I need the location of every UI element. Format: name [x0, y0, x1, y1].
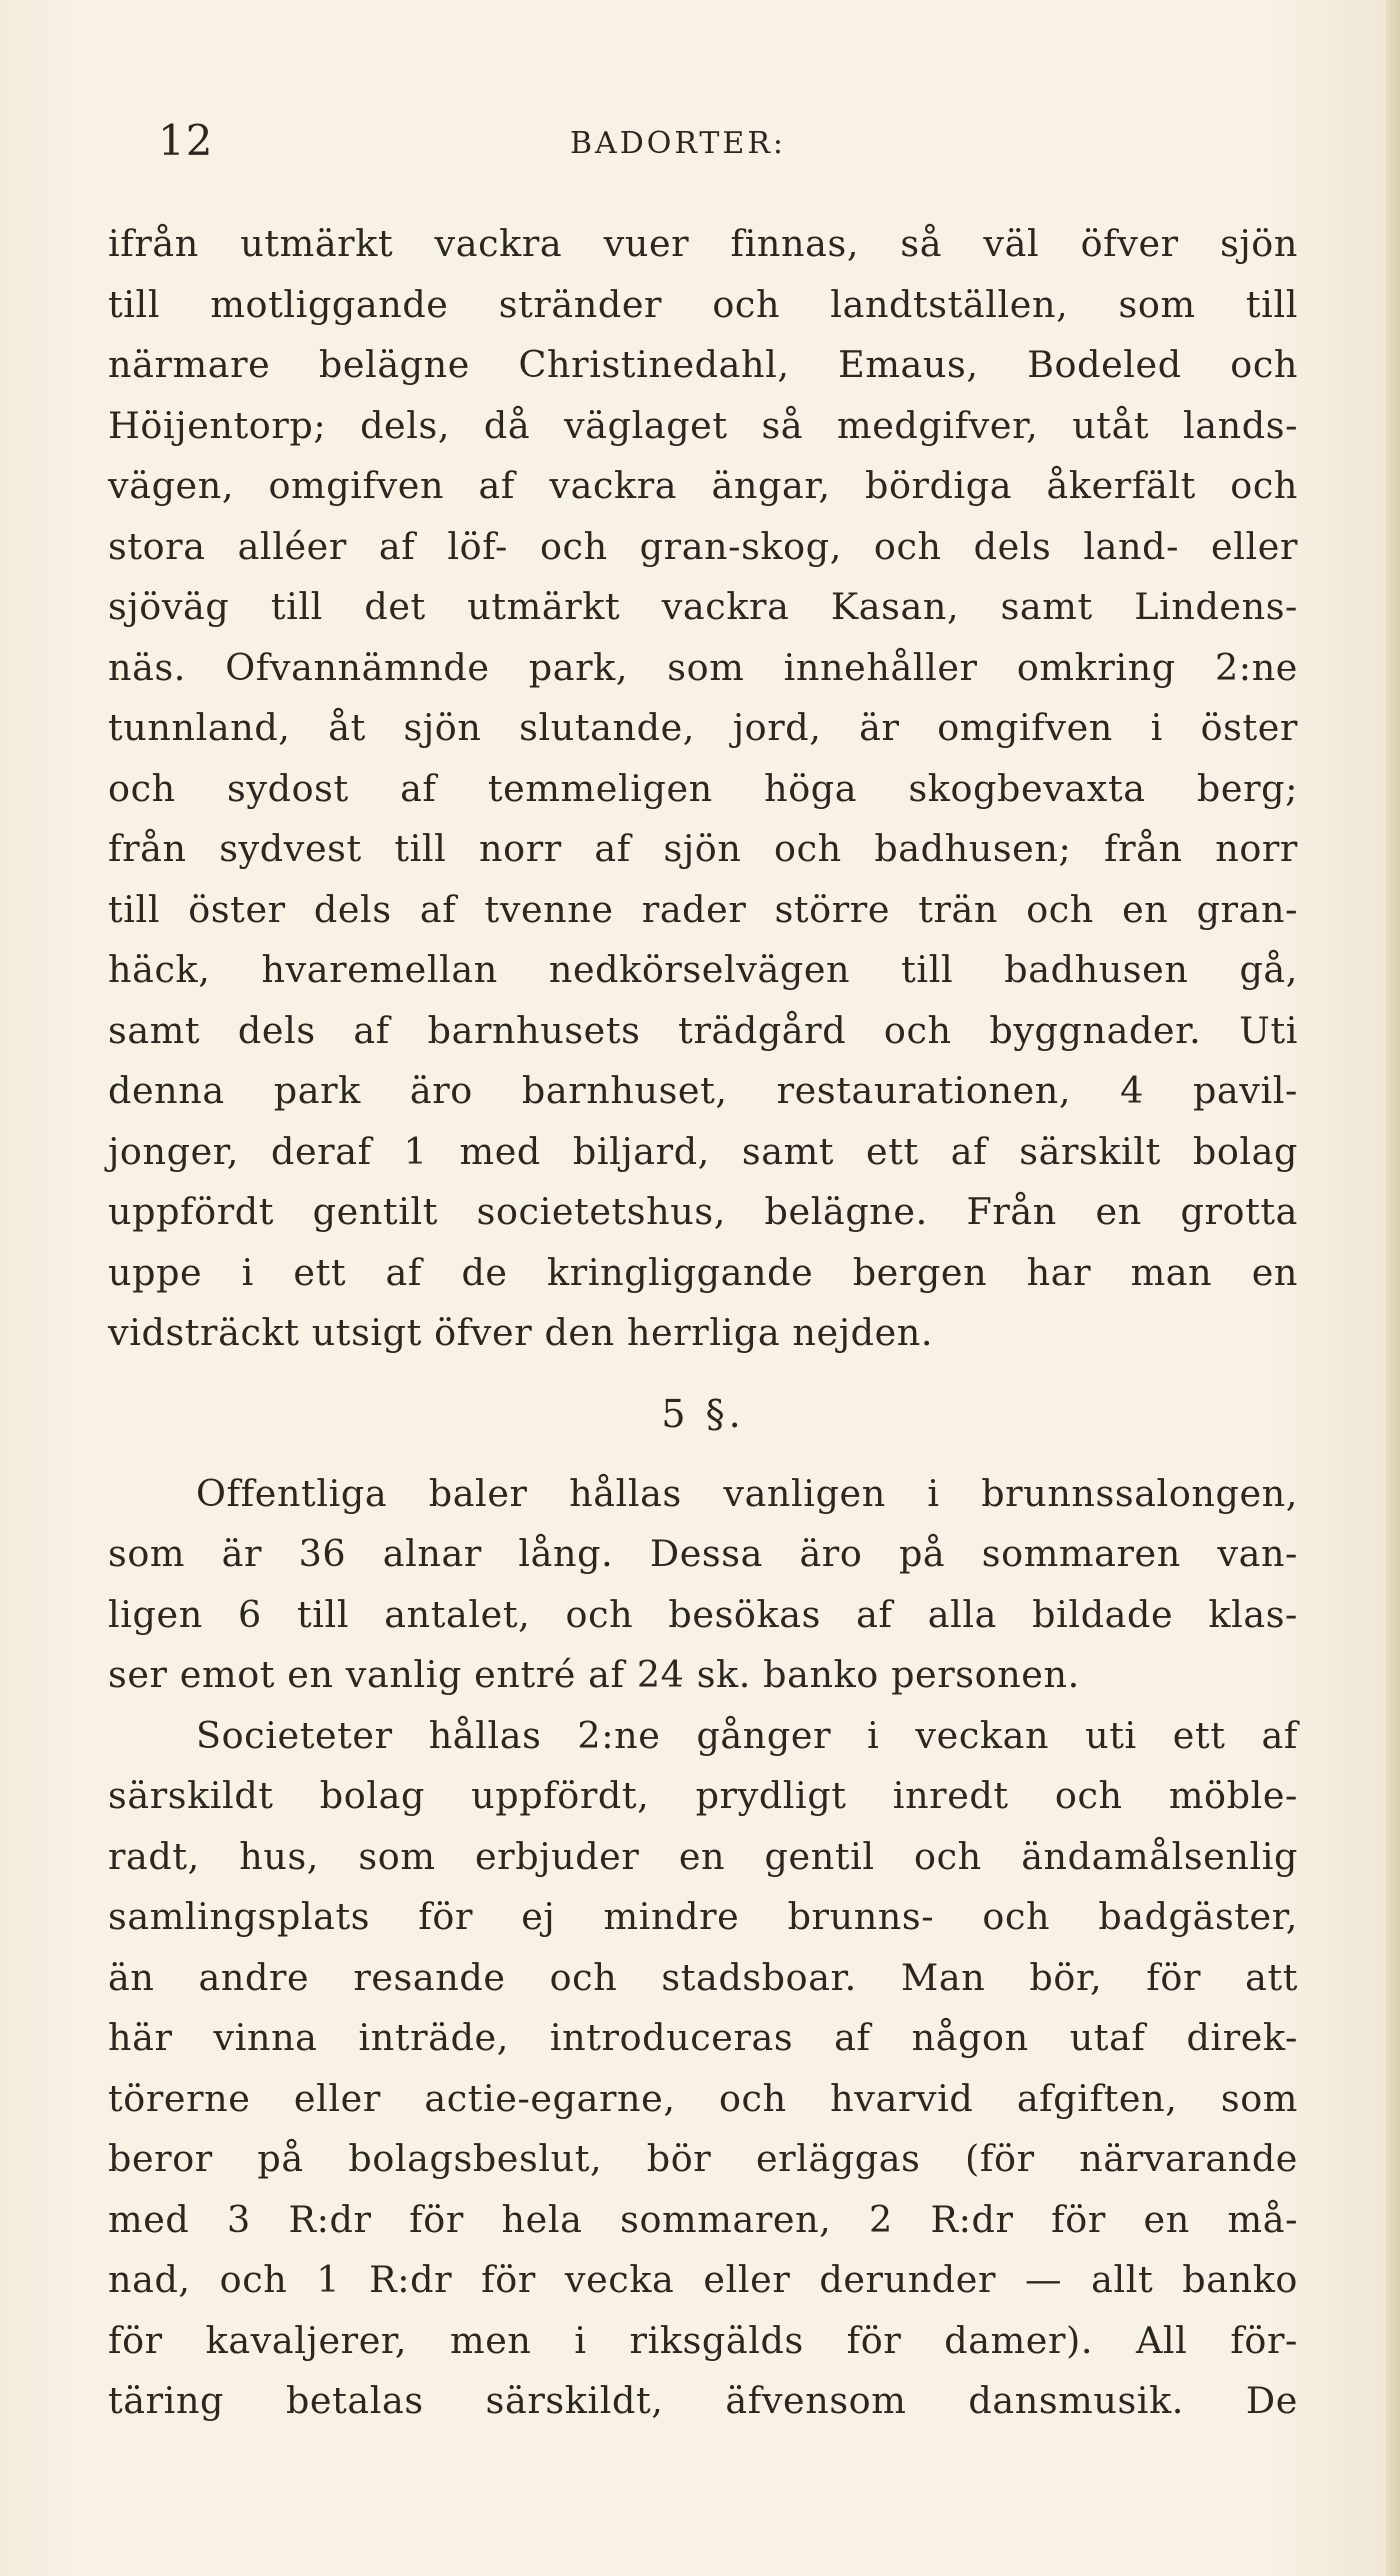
text-line: här vinna inträde, introduceras af någon utaf direk-	[108, 2016, 1298, 2059]
text-line: täring betalas särskildt, äfvensom dansmusik. De	[108, 2379, 1298, 2422]
text-line: ligen 6 till antalet, och besökas af alla bildade klas-	[108, 1592, 1298, 1636]
text-line: Höijentorp; dels, då väglaget så medgifver, utåt lands-	[108, 403, 1298, 447]
text-line: som är 36 alnar lång. Dessa äro på sommaren van-	[108, 1532, 1298, 1575]
text-line: radt, hus, som erbjuder en gentil och ändamålsenlig	[108, 1834, 1298, 1878]
running-head: BADORTER:	[570, 126, 787, 161]
body-text	[108, 214, 1298, 2432]
text-line: särskildt bolag uppfördt, prydligt inredt och möble-	[108, 1774, 1298, 1817]
text-line: näs. Ofvannämnde park, som innehåller omkring 2:ne	[108, 645, 1298, 689]
text-line: törerne eller actie-egarne, och hvarvid afgiften, som	[108, 2076, 1298, 2120]
text-line: uppfördt gentilt societetshus, belägne. Från en grotta	[108, 1190, 1298, 1233]
text-line: nad, och 1 R:dr för vecka eller derunder — allt banko	[108, 2258, 1298, 2301]
text-line: samlingsplats för ej mindre brunns- och badgäster,	[108, 1895, 1298, 1938]
section-heading: 5 §.	[661, 1391, 745, 1436]
page-edge	[1386, 0, 1400, 2576]
page-number: 12	[158, 116, 214, 165]
text-line: samt dels af barnhusets trädgård och byggnader. Uti	[108, 1008, 1298, 1052]
text-line: till motliggande stränder och landtställen, som till	[108, 282, 1298, 326]
text-line: till öster dels af tvenne rader större trän och en gran-	[108, 887, 1298, 931]
text-line: vägen, omgifven af vackra ängar, bördiga åkerfält och	[108, 464, 1298, 507]
page-header	[108, 116, 1298, 176]
text-line: stora alléer af löf- och gran-skog, och dels land- eller	[108, 524, 1298, 568]
text-line: för kavaljerer, men i riksgälds för damer). All för-	[108, 2318, 1298, 2362]
text-line: Offentliga baler hållas vanligen i brunnssalongen,	[196, 1471, 1298, 1515]
text-line: häck, hvaremellan nedkörselvägen till badhusen gå,	[108, 948, 1298, 991]
text-line: beror på bolagsbeslut, bör erläggas (för närvarande	[108, 2137, 1298, 2180]
text-line: ifrån utmärkt vackra vuer finnas, så väl öfver sjön	[108, 222, 1298, 265]
text-line: från sydvest till norr af sjön och badhusen; från norr	[108, 827, 1298, 870]
text-line: uppe i ett af de kringliggande bergen har man en	[108, 1250, 1298, 1294]
text-line: med 3 R:dr för hela sommaren, 2 R:dr för en må-	[108, 2197, 1298, 2241]
text-line: ser emot en vanlig entré af 24 sk. banko personen.	[108, 1653, 1080, 1696]
text-line: jonger, deraf 1 med biljard, samt ett af särskilt bolag	[108, 1129, 1298, 1173]
text-line: Societeter hållas 2:ne gånger i veckan uti ett af	[196, 1713, 1298, 1757]
text-line: denna park äro barnhuset, restaurationen, 4 pavil-	[108, 1069, 1298, 1112]
text-line: tunnland, åt sjön slutande, jord, är omgifven i öster	[108, 706, 1298, 749]
text-line: sjöväg till det utmärkt vackra Kasan, samt Lindens-	[108, 585, 1298, 628]
text-line: än andre resande och stadsboar. Man bör, för att	[108, 1955, 1298, 1999]
text-line: vidsträckt utsigt öfver den herrliga nejden.	[108, 1311, 934, 1354]
text-line: närmare belägne Christinedahl, Emaus, Bodeled och	[108, 343, 1298, 386]
text-line: och sydost af temmeligen höga skogbevaxta berg;	[108, 766, 1298, 810]
